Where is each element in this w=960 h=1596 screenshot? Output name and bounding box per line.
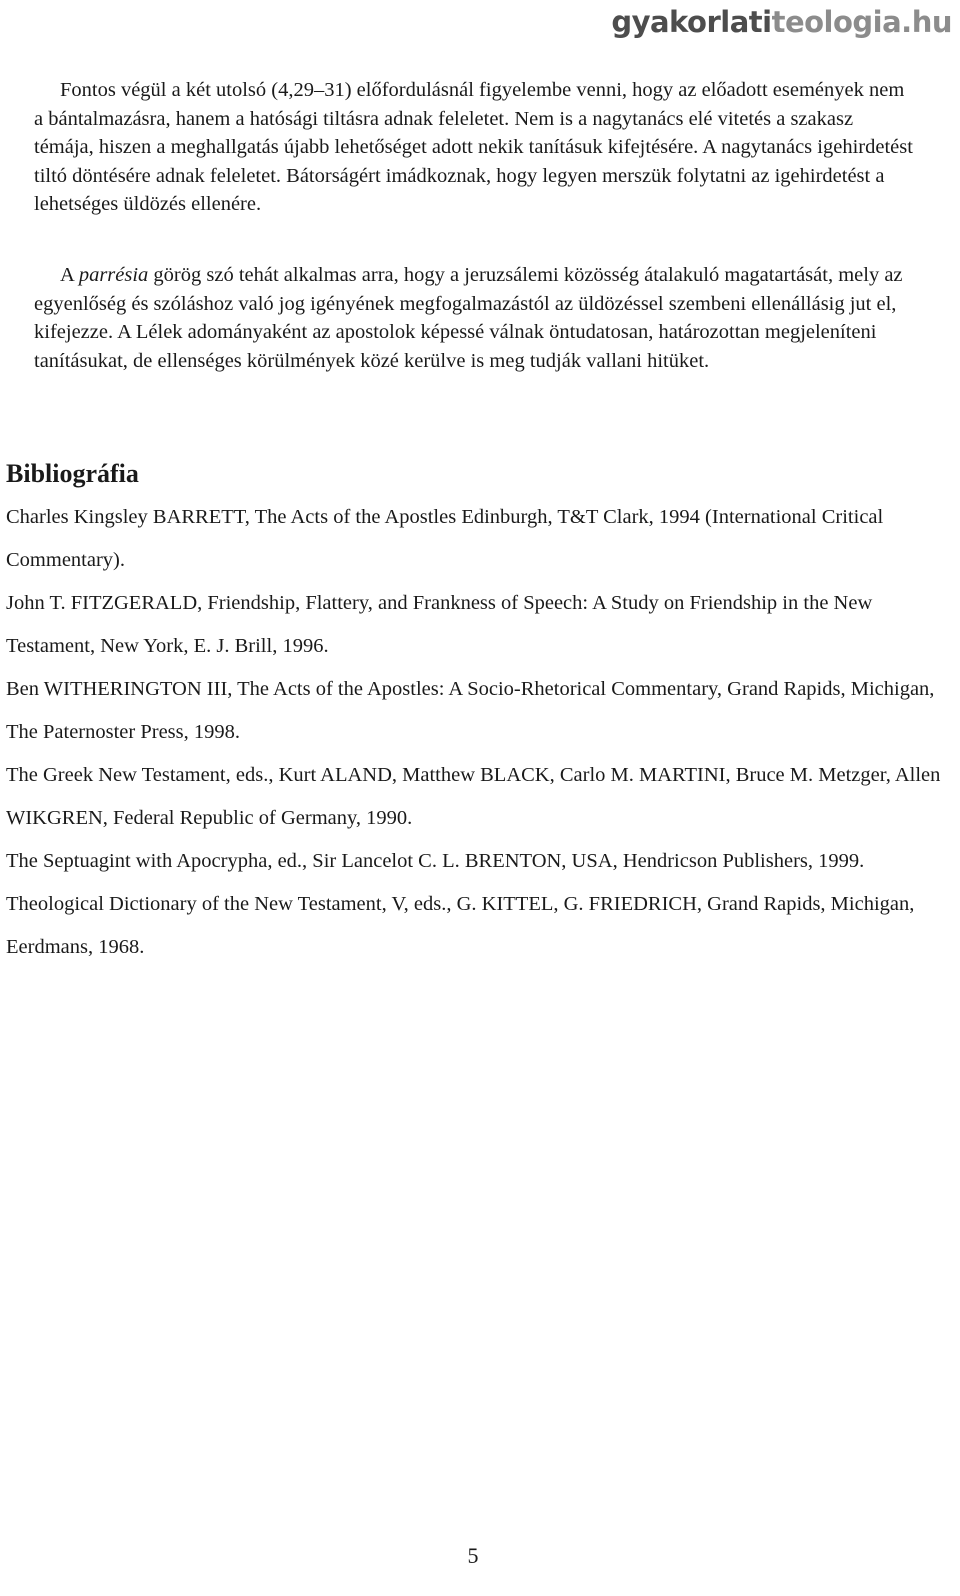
bibliography-entry: The Greek New Testament, eds., Kurt ALAND, Matthew BLACK, Carlo M. MARTINI, Bruce M. Metzger, Allen WIKGREN, Federal Republic of Germany, 1990. [6, 764, 941, 829]
paragraph-rest: görög szó tehát alkalmas arra, hogy a jeruzsálemi közösség átalakuló magatartását, mely az egyenlőség és szóláshoz való jog igényének megfogalmazástól az üldözéssel szembeni ellenállásig jut el, kifejezze. A Lélek adományaként az apostolok képessé válnak öntudatosan, határozottan megjeleníteni tanításukat, de ellenséges körülmények közé kerülve is meg tudják vallani hitüket. [34, 264, 903, 372]
bibliography-entry: Theological Dictionary of the New Testament, V, eds., G. KITTEL, G. FRIEDRICH, Grand Rapids, Michigan, Eerdmans, 1968. [6, 893, 915, 958]
bibliography-entry: Charles Kingsley BARRETT, The Acts of the Apostles Edinburgh, T&T Clark, 1994 (International Critical Commentary). [6, 506, 884, 571]
paragraph-lead: A [60, 264, 79, 286]
body-paragraph-2 [34, 261, 914, 375]
body-paragraph-1: Fontos végül a két utolsó (4,29–31) előfordulásnál figyelembe venni, hogy az előadott események nem a bántalmazásra, hanem a hatósági tiltásra adnak feleletet. Nem is a nagytanács elé vitetés a szakasz témája, hiszen a meghallgatás újabb lehetőséget adott nekik tanításuk kifejtésére. A nagytanács igehirdetést tiltó döntésére adnak feleletet. Bátorságért imádkoznak, hogy legyen merszük folytatni az igehirdetést a lehetséges üldözés ellenére. [34, 79, 913, 216]
bibliography-list [6, 496, 946, 969]
bibliography-entry: Ben WITHERINGTON III, The Acts of the Apostles: A Socio-Rhetorical Commentary, Grand Rapids, Michigan, The Paternoster Press, 1998. [6, 678, 935, 743]
bibliography-heading: Bibliográfia [6, 459, 139, 488]
logo-text-accent: teologia.hu [771, 5, 952, 39]
page-number: 5 [467, 1543, 479, 1568]
bibliography-entry: The Septuagint with Apocrypha, ed., Sir Lancelot C. L. BRENTON, USA, Hendricson Publishers, 1999. [6, 850, 865, 872]
site-logo [611, 2, 952, 42]
bibliography-entry: John T. FITZGERALD, Friendship, Flattery, and Frankness of Speech: A Study on Friendship in the New Testament, New York, E. J. Brill, 1996. [6, 592, 873, 657]
logo-text-primary: gyakorlati [611, 5, 772, 39]
italic-term: parrésia [78, 264, 149, 286]
